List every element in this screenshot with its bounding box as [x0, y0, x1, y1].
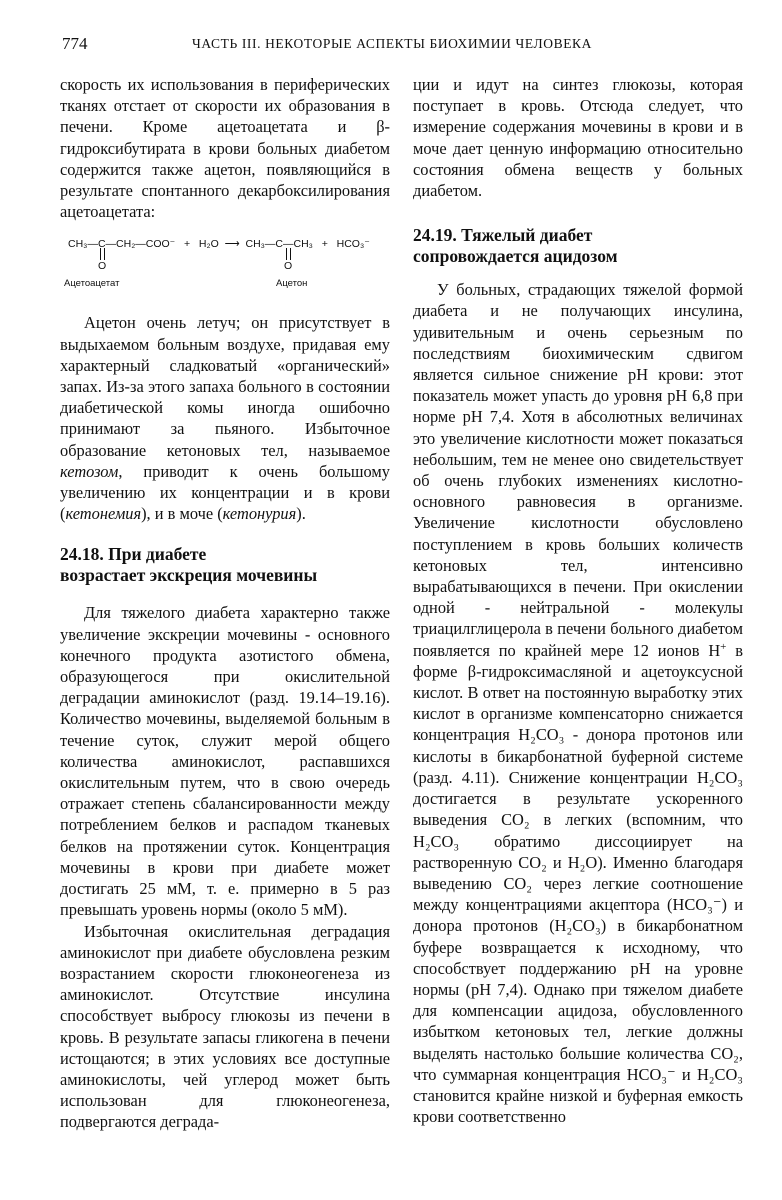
- acetone-formation-formula: [60, 226, 390, 300]
- paragraph: скорость их использования в периферических тканях отстает от скорости их образования в печени. Кроме ацетоацетата и β-гидроксибутирата в крови больных диабетом содержится также ацетон, появляющийся в результате спонтанного декарбоксилирования ацетоацетата:: [60, 75, 390, 222]
- paragraph: Ацетон очень летуч; он присутствует в выдыхаемом больным воздухе, придавая ему характерный сладковатый «органический» запах. Из-за этого запаха больного в состоянии диабетической комы иногда ошибочно принимают за пьяного. Избыточное образование кетоновых тел, называемое кетозом, приводит к очень большому увеличению их концентрации и в крови (кетонемия), и в моче (кетонурия).: [60, 313, 390, 524]
- page-number: 774: [62, 34, 88, 53]
- right-column: [413, 74, 743, 1127]
- formula-arrow: ⟶: [224, 238, 240, 251]
- running-title: ЧАСТЬ III. НЕКОТОРЫЕ АСПЕКТЫ БИОХИМИИ ЧЕЛОВЕКА: [192, 36, 592, 51]
- term-ketonuria: кетонурия: [222, 504, 297, 524]
- formula-line: [68, 238, 370, 250]
- formula-oxygen: O: [98, 260, 107, 273]
- caption-acetone: Ацетон: [276, 278, 308, 290]
- section-heading-24-18: 24.18. При диабете возрастает экскреция мочевины: [60, 544, 318, 586]
- superscript-plus: +: [720, 640, 727, 653]
- formula-plus: +: [321, 238, 328, 251]
- paragraph: ции и идут на синтез глюкозы, которая поступает в кровь. Отсюда следует, что измерение содержания мочевины в крови и в моче дает ценную информацию относительно состояния обмена веществ у больных диабетом.: [413, 75, 743, 201]
- paragraph: Избыточная окислительная деградация аминокислот при диабете обусловлена резким возрастанием скорости глюконеогенеза из аминокислот. Отсутствие инсулина способствует выбросу глюкозы из печени в кровь. В результате запасы гликогена в печени истощаются; в этих условиях все доступные аминокислоты, чей углерод может быть использован для глюконеогенеза, подвергаются деграда-: [60, 921, 390, 1132]
- term-ketosis: кетозом: [60, 461, 119, 481]
- section-heading-24-19: 24.19. Тяжелый диабет сопровождается ацидозом: [413, 225, 618, 267]
- term-ketonemia: кетонемия: [65, 504, 142, 524]
- paragraph: Для тяжелого диабета характерно также увеличение экскреции мочевины - основного конечного продукта азотистого обмена, образующегося при окислительной деградации аминокислот (разд. 19.14–19.16). Количество мочевины, выделяемой больным в течение суток, служит мерой общего количества аминокислот, распавшихся окислительным путем, что в свою очередь отражает степень сбалансированности между потреблением белков и распадом тканевых белков на протяжении суток. Концентрация мочевины в крови при диабете может достигать 25 мМ, т. е. примерно в 5 раз превышать уровень нормы (около 5 мМ).: [60, 603, 390, 920]
- formula-oxygen: O: [284, 260, 293, 273]
- paragraph: У больных, страдающих тяжелой формой диабета и не получающих инсулина, удивительным и очень серьезным по последствиям биохимическим сдвигом является сильное снижение pH крови: этот показатель может упасть до уровня pH 6,8 при норме pH 7,4. Хотя в абсолютных величинах это увеличение кислотности может показаться небольшим, тем не менее оно свидетельствует об очень глубоких изменениях кислотно-основного равновесия в организме. Увеличение кислотности обусловлено поступлением в кровь больших количеств кетоновых тел, интенсивно вырабатывающихся в печени. При окислении одной - нейтральной - молекулы триацилглицерола в печени больного диабетом появляется по крайней мере 12 ионов H+ в форме β-гидроксимасляной и ацетоуксусной кислот. В ответ на постоянную выработку этих кислот в организме компенсаторно снижается концентрация H₂CO₃ - донора протонов или кислоты в бикарбонатной буферной системе (разд. 4.11). Снижение концентрации H₂CO₃ достигается в результате ускоренного выведения CO₂ в легких (вспомним, что H₂CO₃ обратимо диссоциирует на растворенную CO₂ и H₂O). Именно благодаря выведению CO₂ через легкие соотношение между концентрациями акцептора (HCO₃⁻) и донора протонов (H₂CO₃) в бикарбонатном буфере возвращается к исходному, что способствует поддержанию pH на уровне нормы (pH 7,4). Однако при тяжелом диабете для компенсации ацидоза, обусловленного избытком кетоновых тел, легкие должны выделять настолько большие количества CO₂, что суммарная концентрация HCO₃⁻ и H₂CO₃ становится крайне низкой и буферная емкость крови соответственно: [413, 280, 743, 1127]
- formula-bicarbonate: HCO₃⁻: [336, 238, 370, 251]
- formula-reactant: CH₃—C—CH₂—COO⁻: [68, 238, 176, 251]
- double-bond-mark: [286, 248, 291, 260]
- double-bond-mark: [100, 248, 105, 260]
- formula-water: H₂O: [198, 238, 219, 251]
- formula-product: CH₃—C—CH₃: [245, 238, 313, 251]
- caption-acetoacetate: Ацетоацетат: [64, 278, 120, 290]
- formula-plus: +: [184, 238, 191, 251]
- page-header: [62, 34, 742, 56]
- left-column: [60, 74, 390, 1133]
